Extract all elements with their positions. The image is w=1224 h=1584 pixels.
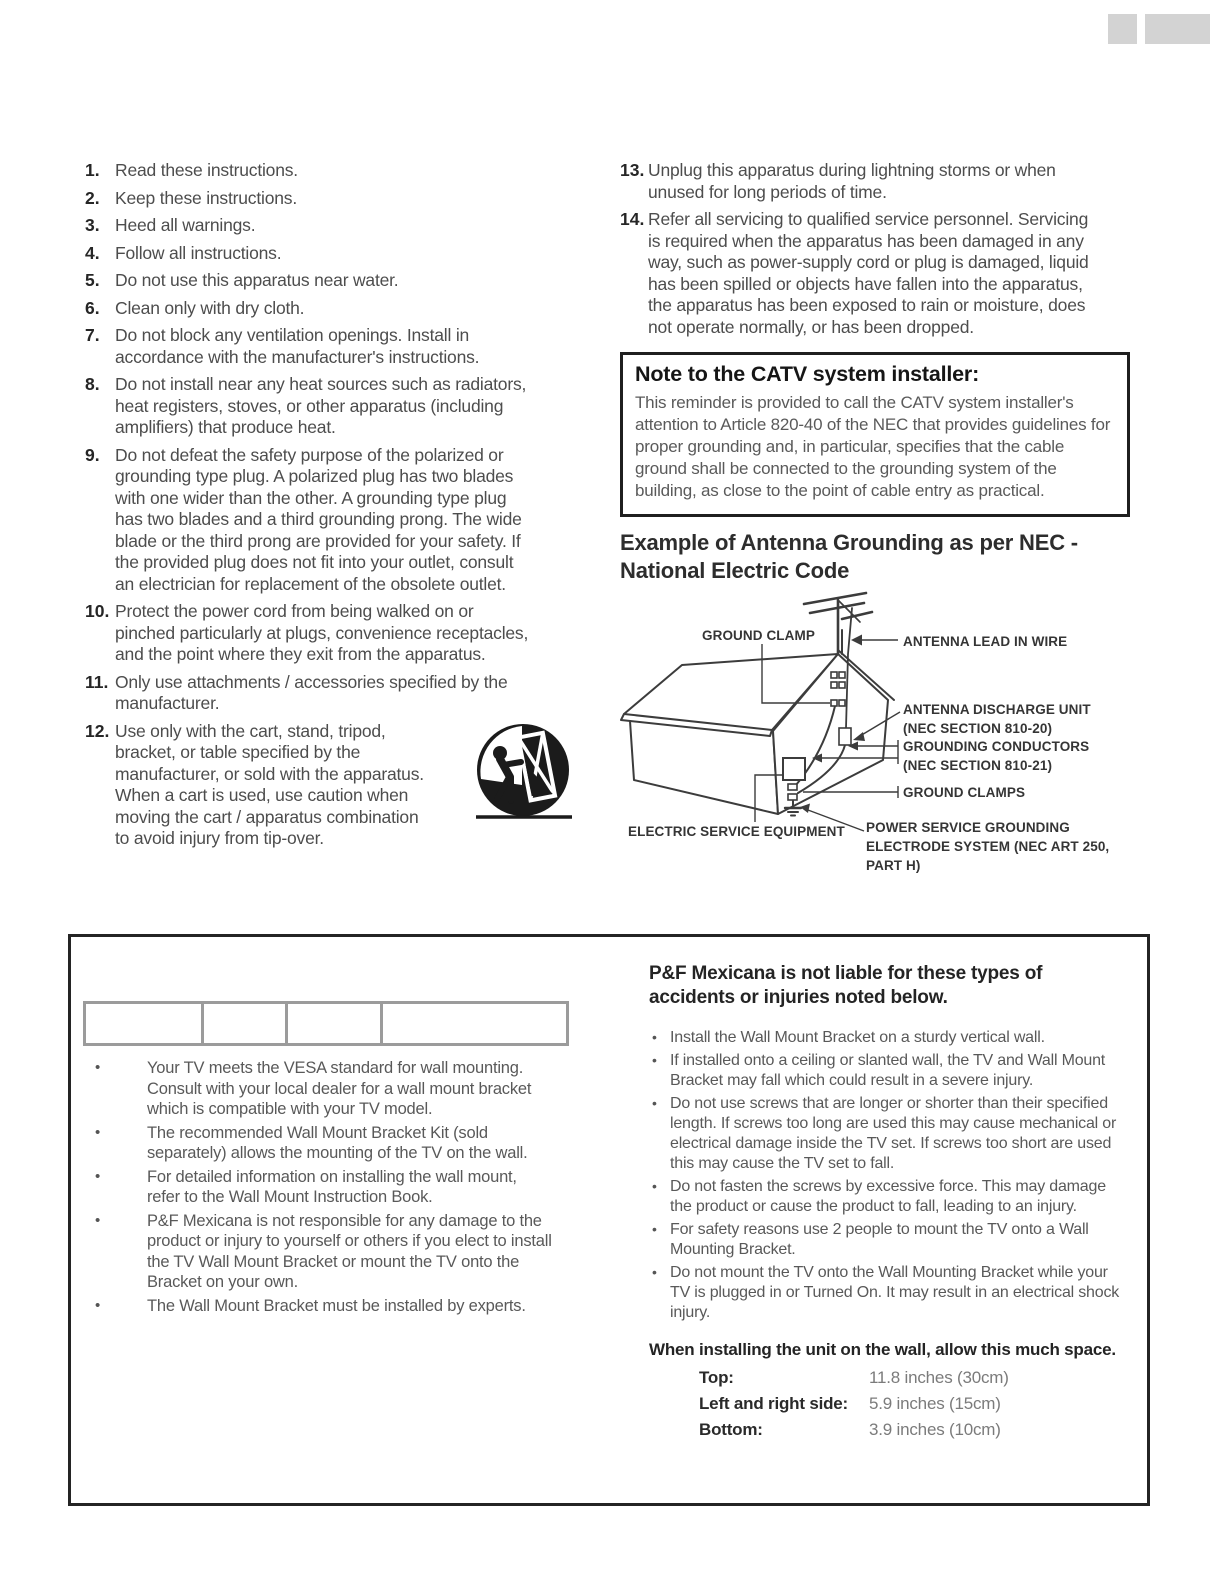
instruction-item-3 [85, 215, 600, 237]
instruction-number: 5. [85, 270, 100, 290]
instruction-item-5 [85, 270, 600, 292]
instruction-item-6 [85, 298, 600, 320]
instruction-text: Keep these instructions. [115, 187, 297, 208]
instruction-number: 9. [85, 444, 100, 465]
instruction-text: Refer all servicing to qualified service personnel. Servicing is required when the apparatus has been damaged in any way, such as power-supply cord or plug is damaged, liquid has been spilled or objects have fallen into the apparatus, the apparatus has been exposed to rain or moisture, does not operate normally, or has been dropped. [648, 209, 1089, 337]
wall-spacing-rows [649, 1366, 1141, 1442]
instruction-item-4 [85, 243, 600, 265]
instruction-text: Protect the power cord from being walked on or pinched particularly at plugs, convenience receptacles, and the point where they exit from the apparatus. [115, 601, 529, 664]
instruction-number: 14. [620, 209, 645, 229]
instruction-item-1 [85, 160, 600, 182]
label-power-service-grounding: POWER SERVICE GROUNDING ELECTRODE SYSTEM (NEC ART 250, PART H) [866, 820, 1110, 873]
instruction-item-2 [85, 188, 600, 210]
instruction-text: Only use attachments / accessories specified by the manufacturer. [115, 671, 508, 713]
wall-mount-bullets-left [83, 1058, 588, 1316]
instruction-number: 12. [85, 720, 110, 741]
wall-mount-left-column [83, 937, 588, 1319]
list-item: • For safety reasons use 2 people to mount the TV onto a Wall Mounting Bracket. [649, 1220, 1121, 1260]
instruction-item-8 [85, 374, 600, 439]
instruction-number: 1. [85, 160, 100, 180]
instruction-number: 4. [85, 242, 100, 263]
list-item: • Do not fasten the screws by excessive force. This may damage the product or cause the product to fall, leading to an injury. [649, 1177, 1121, 1217]
wall-spacing-heading: When installing the unit on the wall, allow this much space. [649, 1340, 1116, 1359]
vesa-table [83, 1001, 569, 1046]
instruction-number: 7. [85, 325, 100, 345]
list-item: • The Wall Mount Bracket must be installed by experts. [83, 1296, 553, 1317]
vesa-table-cell [286, 1003, 381, 1045]
spacing-value: 11.8 inches (30cm) [869, 1368, 1009, 1387]
instruction-number: 11. [85, 671, 109, 692]
vesa-table-cell [203, 1003, 286, 1045]
instruction-item-11 [85, 672, 600, 715]
page-edge-tab-small [1108, 14, 1137, 44]
instruction-text: Do not install near any heat sources such as radiators, heat registers, stoves, or other apparatus (including amplifiers) that produce heat. [115, 374, 527, 437]
spacing-value: 3.9 inches (10cm) [869, 1420, 1001, 1439]
label-antenna-lead-in-wire: ANTENNA LEAD IN WIRE [903, 634, 1068, 649]
vesa-table-row [85, 1003, 568, 1045]
instruction-number: 3. [85, 215, 100, 235]
instruction-text: Do not use this apparatus near water. [115, 270, 399, 290]
instruction-number: 10. [85, 601, 110, 621]
wall-mount-info-box [68, 934, 1150, 1506]
wall-mount-right-column [649, 937, 1141, 1444]
list-item: • P&F Mexicana is not responsible for any damage to the product or injury to yourself or others if you elect to install the TV Wall Mount Bracket or mount the TV onto the Bracket on your own. [83, 1211, 553, 1293]
label-ground-clamp: GROUND CLAMP [702, 628, 815, 643]
antenna-grounding-heading: Example of Antenna Grounding as per NEC - National Electric Code [620, 530, 1078, 583]
list-item: • Do not use screws that are longer or shorter than their specified length. If screws too long are used this may cause mechanical or electrical damage inside the TV set. If screws too short are used this may cause the TV set to fall. [649, 1094, 1121, 1174]
vesa-table-cell [382, 1003, 568, 1045]
list-item: • Install the Wall Mount Bracket on a sturdy vertical wall. [649, 1028, 1121, 1048]
list-item: • If installed onto a ceiling or slanted wall, the TV and Wall Mount Bracket may fall which could result in a severe injury. [649, 1051, 1121, 1091]
page-edge-tab-large [1145, 14, 1210, 44]
spacing-value: 5.9 inches (15cm) [869, 1394, 1001, 1413]
spacing-row-sides [649, 1392, 1141, 1416]
instruction-item-13 [620, 160, 1132, 203]
instruction-text: Use only with the cart, stand, tripod, bracket, or table specified by the manufacturer, or sold with the apparatus. When a cart is used, use caution when moving the cart / apparatus combination to avoid injury from tip-over. [115, 720, 424, 848]
instruction-text: Clean only with dry cloth. [115, 297, 305, 318]
spacing-row-bottom [649, 1418, 1141, 1442]
spacing-label: Top: [699, 1368, 734, 1387]
instruction-text: Heed all warnings. [115, 215, 256, 235]
instruction-number: 8. [85, 374, 100, 394]
catv-note-body: This reminder is provided to call the CATV system installer's attention to Article 820-40 of the NEC that provides guidelines for proper grounding and, in particular, specifies that the cable ground shall be connected to the grounding system of the building, as close to the point of cable entry as practical. [635, 393, 1111, 500]
spacing-label: Bottom: [699, 1420, 763, 1439]
label-ground-clamps: GROUND CLAMPS [903, 785, 1026, 800]
list-item: • The recommended Wall Mount Bracket Kit (sold separately) allows the mounting of the TV on the wall. [83, 1123, 553, 1164]
liability-heading: P&F Mexicana is not liable for these types of accidents or injuries noted below. [649, 963, 1043, 1008]
catv-note-title: Note to the CATV system installer: [635, 362, 980, 386]
cart-tip-over-icon [473, 723, 575, 831]
list-item: • For detailed information on installing the wall mount, refer to the Wall Mount Instruction Book. [83, 1167, 553, 1208]
vesa-table-cell [85, 1003, 203, 1045]
instruction-number: 6. [85, 297, 100, 318]
instruction-text: Unplug this apparatus during lightning storms or when unused for long periods of time. [648, 160, 1056, 202]
instruction-item-7 [85, 325, 600, 368]
list-item: • Do not mount the TV onto the Wall Mounting Bracket while your TV is plugged in or Turned On. It may result in an electrical shock injury. [649, 1263, 1121, 1323]
instruction-text: Do not defeat the safety purpose of the polarized or grounding type plug. A polarized plug has two blades with one wider than the other. A grounding type plug has two blades and a third grounding prong. The wide blade or the third prong are provided for your safety. If the provided plug does not fit into your outlet, consult an electrician for replacement of the obsolete outlet. [115, 444, 522, 594]
spacing-label: Left and right side: [699, 1394, 849, 1413]
label-grounding-conductors: GROUNDING CONDUCTORS (NEC SECTION 810-21) [903, 739, 1090, 773]
spacing-row-top [649, 1366, 1141, 1390]
instruction-item-12 [85, 721, 600, 881]
instruction-number: 13. [620, 160, 645, 180]
wall-mount-bullets-right [649, 1028, 1141, 1323]
instructions-left-column [85, 160, 600, 887]
instructions-right-column [620, 160, 1132, 884]
antenna-grounding-diagram [620, 588, 1150, 884]
list-item: • Your TV meets the VESA standard for wall mounting. Consult with your local dealer for a wall mount bracket which is compatible with your TV model. [83, 1058, 553, 1120]
catv-installer-note-box [620, 352, 1130, 517]
label-electric-service-equipment: ELECTRIC SERVICE EQUIPMENT [628, 824, 845, 839]
instruction-item-14 [620, 209, 1132, 338]
instruction-text: Read these instructions. [115, 160, 298, 180]
instruction-item-10 [85, 601, 600, 666]
label-antenna-discharge-unit: ANTENNA DISCHARGE UNIT (NEC SECTION 810-20) [903, 702, 1091, 736]
instruction-text: Do not block any ventilation openings. Install in accordance with the manufacturer's instructions. [115, 325, 480, 367]
instruction-item-9 [85, 445, 600, 596]
instruction-number: 2. [85, 187, 100, 208]
instruction-text: Follow all instructions. [115, 242, 282, 263]
